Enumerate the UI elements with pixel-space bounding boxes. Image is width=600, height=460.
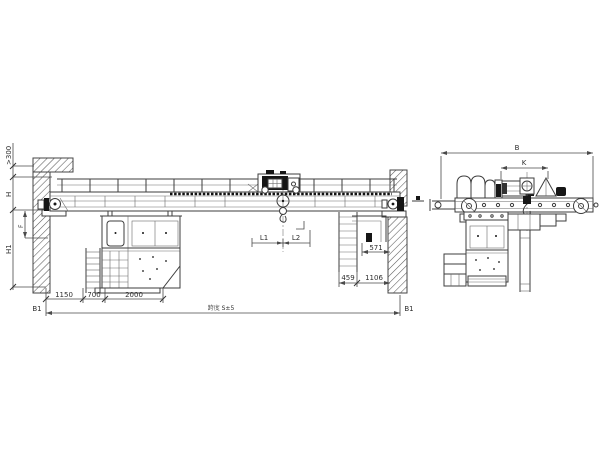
dim-l1-label: L1 [259, 234, 269, 242]
dim-f-label: F [18, 224, 25, 228]
buffer-right [594, 203, 598, 207]
side-view [412, 144, 598, 292]
cab-side-sill [468, 276, 506, 286]
dim-2000-label: 2000 [125, 291, 143, 299]
dim-b-label: B [514, 144, 520, 152]
dim-h-label: H [5, 191, 13, 197]
trolley-machinery [457, 176, 566, 198]
left-column-hatch [33, 172, 50, 293]
dim-l2-label: L2 [291, 234, 301, 242]
dim-700-label: 700 [87, 291, 101, 299]
travel-motor [556, 187, 566, 196]
dim-1150-label: 1150 [55, 291, 73, 299]
cab-body [102, 216, 180, 288]
dim-1106-label: 1106 [365, 274, 383, 282]
rail-marker [412, 196, 424, 201]
operator-cab [95, 211, 182, 293]
front-view [5, 143, 414, 316]
dim-b1-right-label: B1 [404, 305, 414, 313]
dim-clearance-label: >300 [5, 145, 13, 165]
dim-k-label: K [521, 159, 527, 167]
operator-cab-side [444, 212, 508, 286]
dim-span-label: 跨度 S±5 [207, 305, 235, 312]
railing-posts [62, 179, 394, 192]
cab-ladder [86, 248, 100, 293]
buffer-left [430, 199, 455, 211]
dim-h1-label: H1 [5, 244, 13, 254]
dim-b1-left-label: B1 [32, 305, 42, 313]
dim-459-label: 459 [341, 274, 355, 282]
right-column-lower-hatch [388, 217, 407, 293]
end-carriage [430, 198, 598, 214]
ceiling-hatch [33, 158, 73, 172]
building-structure [33, 158, 407, 293]
dim-571-label: 571 [369, 244, 383, 252]
bridge-girder [50, 179, 400, 211]
cab-side-steps [444, 254, 466, 286]
hoist-trolley [248, 170, 314, 193]
